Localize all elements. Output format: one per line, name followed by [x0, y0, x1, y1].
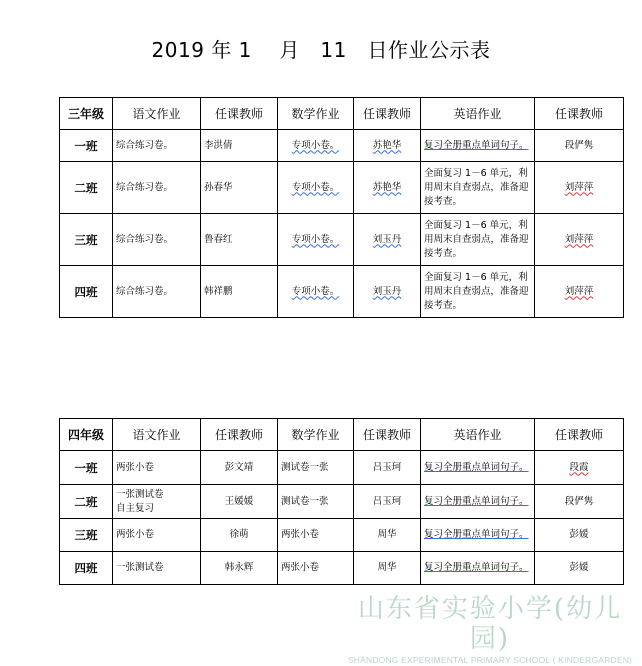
- math-teacher: 吕玉珂: [354, 485, 421, 519]
- chinese-teacher: 韩永辉: [201, 552, 278, 585]
- table-row: [60, 162, 624, 214]
- class-name: 一班: [60, 130, 113, 162]
- watermark-english: SHANDONG EXPERIMENTAL PRIMARY SCHOOL ( KINDERGARDEN): [347, 655, 633, 665]
- class-name: 二班: [60, 162, 113, 214]
- english-teacher: 段俨隽: [535, 485, 624, 519]
- english-homework: 全面复习 1－6 单元，利用周末自查弱点，准备迎接考查。: [421, 266, 535, 318]
- header-english: 英语作业: [421, 98, 535, 130]
- class-name: 三班: [60, 519, 113, 552]
- math-teacher: 刘玉丹: [372, 285, 402, 297]
- header-math: 数学作业: [278, 98, 354, 130]
- header-teacher: 任课教师: [354, 419, 421, 451]
- header-chinese: 语文作业: [113, 98, 201, 130]
- chinese-teacher: 王媛媛: [201, 485, 278, 519]
- english-homework: 复习全册重点单词句子。: [424, 529, 529, 540]
- school-watermark: [340, 594, 640, 666]
- chinese-homework: 两张小卷: [113, 519, 201, 552]
- math-homework: 专项小卷。: [291, 139, 340, 151]
- class-name: 四班: [60, 266, 113, 318]
- table-row: [60, 519, 624, 552]
- watermark-chinese: 山东省实验小学(幼儿园): [357, 594, 623, 654]
- math-homework: 两张小卷: [278, 519, 354, 552]
- math-homework: 测试卷一张: [278, 451, 354, 485]
- english-homework: 复习全册重点单词句子。: [424, 495, 529, 507]
- chinese-homework: 综合练习卷。: [113, 266, 201, 318]
- header-english: 英语作业: [421, 419, 535, 451]
- class-name: 三班: [60, 214, 113, 266]
- header-grade: 三年级: [60, 98, 113, 130]
- class-name: 一班: [60, 451, 113, 485]
- header-teacher: 任课教师: [201, 98, 278, 130]
- chinese-teacher: 彭文靖: [201, 451, 278, 485]
- english-homework: 复习全册重点单词句子。: [424, 139, 529, 151]
- math-teacher: 周华: [354, 519, 421, 552]
- title-month: 1: [238, 38, 252, 62]
- chinese-teacher: 李洪倩: [201, 130, 278, 162]
- table-row: [60, 451, 624, 485]
- grade4-homework-table: [59, 418, 624, 585]
- math-homework: 两张小卷: [278, 552, 354, 585]
- chinese-homework: 综合练习卷。: [113, 130, 201, 162]
- title-yue: 月: [279, 38, 300, 62]
- english-homework: 全面复习 1－6 单元，利用周末自查弱点，准备迎接考查。: [421, 162, 535, 214]
- title-day: 11: [320, 38, 347, 62]
- math-homework: 测试卷一张: [278, 485, 354, 519]
- table-row: [60, 214, 624, 266]
- header-chinese: 语文作业: [113, 419, 201, 451]
- math-teacher: 吕玉珂: [354, 451, 421, 485]
- english-homework: 全面复习 1－6 单元，利用周末自查弱点，准备迎接考查。: [421, 214, 535, 266]
- english-homework: 复习全册重点单词句子。: [424, 562, 529, 573]
- class-name: 四班: [60, 552, 113, 585]
- math-teacher: 周华: [354, 552, 421, 585]
- table-row: [60, 485, 624, 519]
- math-homework: 专项小卷。: [291, 233, 340, 245]
- english-teacher: 刘萍萍: [564, 181, 594, 193]
- chinese-teacher: 孙春华: [201, 162, 278, 214]
- header-teacher: 任课教师: [535, 98, 624, 130]
- math-teacher: 苏艳华: [372, 181, 402, 193]
- chinese-teacher: 韩祥鹏: [201, 266, 278, 318]
- english-homework: 复习全册重点单词句子。: [424, 461, 529, 473]
- english-teacher: 段霞: [569, 461, 589, 473]
- table-header-row: [60, 98, 624, 130]
- header-teacher: 任课教师: [354, 98, 421, 130]
- header-teacher: 任课教师: [201, 419, 278, 451]
- table-row: [60, 552, 624, 585]
- english-teacher: 段俨隽: [535, 130, 624, 162]
- class-name: 二班: [60, 485, 113, 519]
- english-teacher: 彭媛: [535, 519, 624, 552]
- title-year: 2019: [151, 38, 205, 62]
- table-header-row: [60, 419, 624, 451]
- chinese-homework-line2: 自主复习: [116, 502, 155, 514]
- table-row: [60, 266, 624, 318]
- title-suffix: 日作业公示表: [367, 38, 491, 62]
- chinese-teacher: 徐萌: [201, 519, 278, 552]
- chinese-teacher: 鲁春红: [201, 214, 278, 266]
- title-nian: 年: [211, 38, 232, 62]
- math-teacher: 苏艳华: [372, 139, 402, 151]
- english-teacher: 刘萍萍: [564, 285, 594, 297]
- chinese-homework: 一张测试卷: [113, 552, 201, 585]
- page-title: [0, 34, 642, 63]
- chinese-homework-line1: 一张测试卷: [116, 488, 164, 500]
- chinese-homework: 两张小卷: [113, 451, 201, 485]
- math-homework: 专项小卷。: [291, 285, 340, 297]
- math-teacher: 刘玉丹: [372, 233, 402, 245]
- header-teacher: 任课教师: [535, 419, 624, 451]
- grade3-homework-table: [59, 97, 624, 318]
- chinese-homework: 综合练习卷。: [113, 162, 201, 214]
- table-row: [60, 130, 624, 162]
- chinese-homework: [113, 485, 201, 519]
- english-teacher: 彭媛: [535, 552, 624, 585]
- header-math: 数学作业: [278, 419, 354, 451]
- english-teacher: 刘萍萍: [564, 233, 594, 245]
- math-homework: 专项小卷。: [291, 181, 340, 193]
- chinese-homework: 综合练习卷。: [113, 214, 201, 266]
- header-grade: 四年级: [60, 419, 113, 451]
